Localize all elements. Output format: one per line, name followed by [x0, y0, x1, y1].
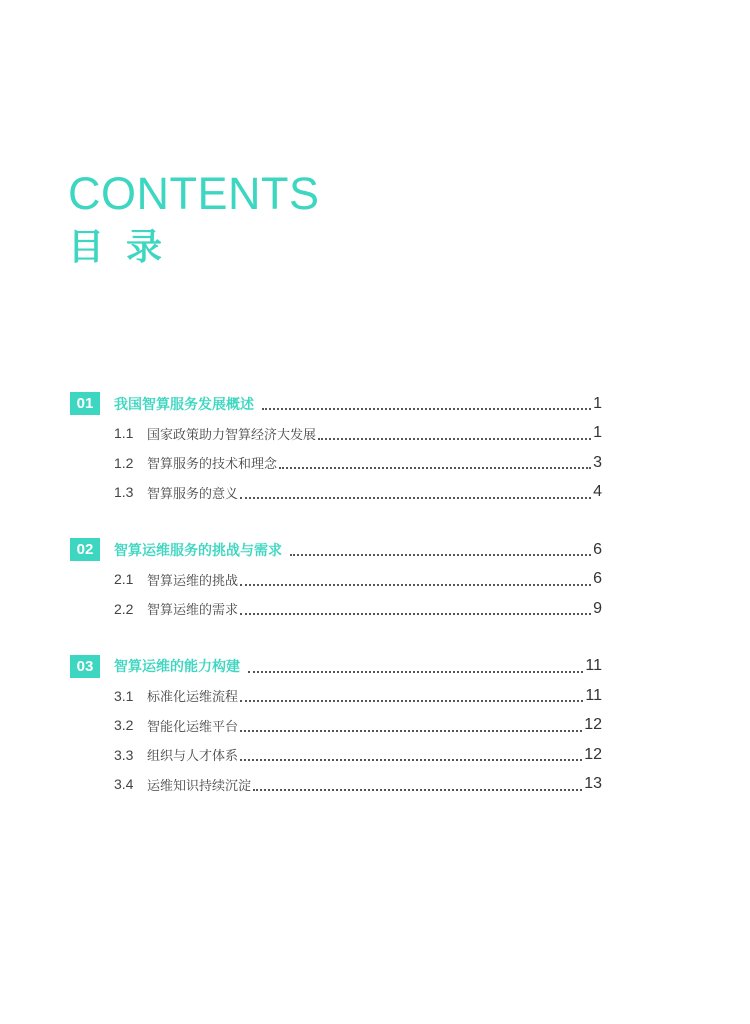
page-number: 4: [593, 483, 602, 501]
dot-leader: [279, 466, 591, 469]
item-title: 智能化运维平台: [147, 719, 239, 735]
toc-item-row[interactable]: [70, 740, 602, 770]
toc-item-row[interactable]: [70, 594, 602, 624]
dot-leader: [240, 699, 583, 702]
item-title: 国家政策助力智算经济大发展: [147, 427, 317, 443]
toc-item-row[interactable]: [70, 681, 602, 711]
item-title: 运维知识持续沉淀: [147, 778, 252, 794]
dot-leader: [240, 612, 591, 615]
page-number: 11: [585, 686, 602, 704]
item-title: 智算服务的技术和理念: [147, 457, 278, 473]
item-number: 1.3: [114, 484, 134, 501]
toc-chapter-row[interactable]: [70, 389, 602, 419]
toc-section-03: [70, 652, 602, 800]
item-number: 1.2: [114, 454, 134, 471]
page-number: 6: [593, 540, 602, 558]
toc-chapter-row[interactable]: [70, 535, 602, 565]
chapter-number-badge: 02: [70, 538, 100, 561]
chapter-number-badge: 03: [70, 655, 100, 678]
page-number: 1: [593, 394, 602, 412]
page-number: 6: [593, 570, 602, 588]
toc-section-01: [70, 389, 602, 507]
page-number: 12: [584, 745, 602, 763]
chapter-title: 我国智算服务发展概述: [114, 396, 254, 413]
dot-leader: [240, 496, 591, 499]
toc-chapter-row[interactable]: [70, 652, 602, 682]
dot-leader: [262, 407, 591, 410]
chapter-number-badge: 01: [70, 392, 100, 415]
dot-leader: [240, 583, 591, 586]
contents-heading: CONTENTS: [68, 168, 320, 219]
item-number: 3.1: [114, 687, 134, 704]
item-title: 标准化运维流程: [147, 690, 239, 706]
item-number: 2.2: [114, 600, 134, 617]
toc-item-row[interactable]: [70, 419, 602, 449]
toc-item-row[interactable]: [70, 711, 602, 741]
item-title: 智算运维的需求: [147, 603, 239, 619]
item-title: 智算运维的挑战: [147, 573, 239, 589]
toc-item-row[interactable]: [70, 565, 602, 595]
dot-leader: [240, 758, 582, 761]
table-of-contents: [70, 389, 602, 827]
contents-heading-cn: 目录: [68, 227, 185, 268]
item-number: 2.1: [114, 571, 134, 588]
chapter-title: 智算运维的能力构建: [114, 659, 240, 676]
dot-leader: [290, 553, 591, 556]
chapter-title: 智算运维服务的挑战与需求: [114, 542, 282, 559]
dot-leader: [240, 729, 582, 732]
item-number: 3.3: [114, 746, 134, 763]
item-title: 组织与人才体系: [147, 749, 239, 765]
dot-leader: [253, 788, 582, 791]
page-number: 13: [584, 775, 602, 793]
toc-item-row[interactable]: [70, 448, 602, 478]
page-number: 3: [593, 453, 602, 471]
item-title: 智算服务的意义: [147, 486, 239, 502]
page-number: 1: [593, 424, 602, 442]
page-number: 9: [593, 599, 602, 617]
toc-item-row[interactable]: [70, 478, 602, 508]
toc-item-row[interactable]: [70, 770, 602, 800]
item-number: 3.4: [114, 776, 134, 793]
dot-leader: [318, 437, 591, 440]
item-number: 3.2: [114, 717, 134, 734]
dot-leader: [248, 670, 583, 673]
page-number: 11: [585, 657, 602, 675]
toc-section-02: [70, 535, 602, 624]
item-number: 1.1: [114, 425, 134, 442]
page-number: 12: [584, 716, 602, 734]
